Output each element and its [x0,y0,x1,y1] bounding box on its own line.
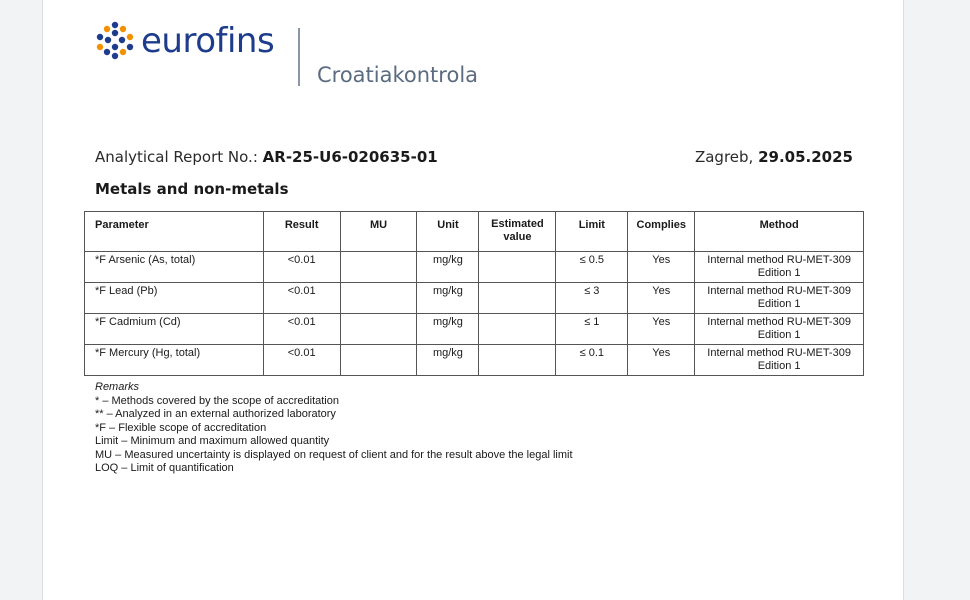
remark-line: LOQ – Limit of quantification [95,462,234,474]
remark-line: Limit – Minimum and maximum allowed quantity [95,435,330,447]
cell-method [695,252,864,283]
cell-method [695,283,864,314]
header-method: Method [695,212,864,252]
method-name: Internal method RU-MET-309 [707,347,851,359]
table-row [85,345,864,376]
method-edition: Edition 1 [757,298,801,310]
eurofins-dots-icon [95,20,135,60]
table-row [85,252,864,283]
report-number: AR-25-U6-020635-01 [262,148,438,166]
cell-parameter: *F Mercury (Hg, total) [85,345,264,376]
table-row [85,314,864,345]
cell-unit: mg/kg [417,283,479,314]
method-name: Internal method RU-MET-309 [707,285,851,297]
brand-name: eurofins [141,21,275,61]
sub-brand-name: Croatiakontrola [317,63,479,87]
report-date-line [695,148,853,166]
results-table [84,211,864,376]
table-row [85,283,864,314]
table-header-row [85,212,864,252]
cell-unit: mg/kg [417,314,479,345]
report-date: 29.05.2025 [758,148,853,166]
cell-method [695,345,864,376]
cell-limit: ≤ 0.1 [556,345,628,376]
header-mu: MU [340,212,417,252]
report-number-line [95,148,438,166]
cell-estimated [479,252,556,283]
method-edition: Edition 1 [757,360,801,372]
report-city: Zagreb, [694,148,754,166]
header-limit: Limit [556,212,628,252]
remark-line: * – Methods covered by the scope of accreditation [95,394,339,407]
cell-result: <0.01 [263,314,340,345]
cell-mu [340,345,417,376]
method-name: Internal method RU-MET-309 [707,316,851,328]
cell-complies: Yes [628,252,695,283]
cell-estimated [479,283,556,314]
report-page [42,0,904,600]
remark-line: ** – Analyzed in an external authorized laboratory [95,408,336,420]
cell-unit: mg/kg [417,252,479,283]
cell-complies: Yes [628,283,695,314]
header-parameter: Parameter [85,212,264,252]
method-edition: Edition 1 [757,267,801,279]
cell-mu [340,283,417,314]
header-unit: Unit [417,212,479,252]
cell-parameter: *F Cadmium (Cd) [85,314,264,345]
report-label: Analytical Report No.: [95,148,258,166]
remark-line: *F – Flexible scope of accreditation [95,421,267,434]
header-complies: Complies [628,212,695,252]
method-name: Internal method RU-MET-309 [707,254,851,266]
cell-result: <0.01 [263,252,340,283]
remarks-title: Remarks [95,381,140,393]
method-edition: Edition 1 [757,329,801,341]
remark-line: MU – Measured uncertainty is displayed on request of client and for the result above the legal limit [95,448,573,461]
cell-limit: ≤ 3 [556,283,628,314]
header-result: Result [263,212,340,252]
cell-estimated [479,345,556,376]
cell-complies: Yes [628,314,695,345]
logo-divider [298,28,300,86]
cell-parameter: *F Lead (Pb) [85,283,264,314]
cell-mu [340,314,417,345]
header-estimated-value: Estimated value [479,212,556,252]
cell-complies: Yes [628,345,695,376]
section-title: Metals and non-metals [95,180,289,198]
cell-result: <0.01 [263,345,340,376]
cell-mu [340,252,417,283]
cell-estimated [479,314,556,345]
cell-result: <0.01 [263,283,340,314]
cell-limit: ≤ 0.5 [556,252,628,283]
cell-limit: ≤ 1 [556,314,628,345]
cell-method [695,314,864,345]
cell-unit: mg/kg [417,345,479,376]
remarks-block [95,381,573,476]
cell-parameter: *F Arsenic (As, total) [85,252,264,283]
eurofins-logo [95,20,495,92]
